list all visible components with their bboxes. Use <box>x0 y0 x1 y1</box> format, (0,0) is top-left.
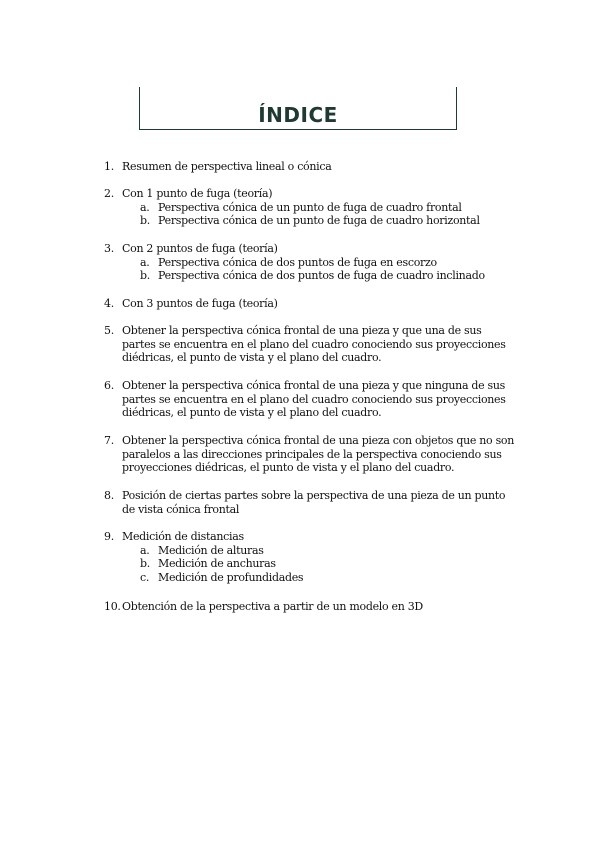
toc-entry-line: proyecciones diédricas, el punto de vista y el plano del cuadro. <box>122 461 455 475</box>
toc-subentry-label: b. <box>140 214 150 228</box>
toc-entry-number: 5. <box>104 324 114 337</box>
toc-subentry <box>0 214 600 228</box>
toc-entry-number: 7. <box>104 434 114 447</box>
toc-subentry-text: Medición de anchuras <box>158 557 276 571</box>
toc-entry-number: 10. <box>104 600 121 613</box>
toc-entry-line: Con 3 puntos de fuga (teoría) <box>122 297 278 310</box>
toc-entry-line: Con 2 puntos de fuga (teoría) <box>122 242 278 255</box>
toc-subentry-label: a. <box>140 255 150 269</box>
toc-entry-line: partes se encuentra en el plano del cuadro conociendo sus proyecciones <box>122 392 506 406</box>
toc-subentry <box>0 256 600 270</box>
toc-subentry-label: b. <box>140 269 150 283</box>
toc-entry-line: de vista cónica frontal <box>122 502 240 516</box>
toc-subentry-text: Medición de alturas <box>158 543 264 557</box>
toc-subentry <box>0 201 600 215</box>
toc-entry-text <box>122 489 517 516</box>
toc-entry-text <box>122 379 517 420</box>
toc-entry-text <box>122 600 517 614</box>
toc-entry-line: paralelos a las direcciones principales de la perspectiva conociendo sus <box>122 447 502 461</box>
toc-subentry-label: a. <box>140 543 150 557</box>
toc-subentry-text: Medición de profundidades <box>158 570 304 584</box>
toc-subentry-label: a. <box>140 200 150 214</box>
toc-entry-line: Obtención de la perspectiva a partir de un modelo en 3D <box>122 600 423 613</box>
toc-subentry-text: Perspectiva cónica de dos puntos de fuga en escorzo <box>158 255 437 269</box>
toc-subentry-text: Perspectiva cónica de dos puntos de fuga de cuadro inclinado <box>158 269 485 283</box>
toc-entry-text <box>122 297 517 311</box>
toc-subentry <box>0 557 600 571</box>
toc-entry-line: Obtener la perspectiva cónica frontal de una pieza y que ninguna de sus <box>122 379 506 392</box>
toc-subentry-text: Perspectiva cónica de un punto de fuga de cuadro frontal <box>158 200 462 214</box>
toc-subentry <box>0 571 600 585</box>
toc-subentry <box>0 544 600 558</box>
toc-entry-line: Obtener la perspectiva cónica frontal de una pieza con objetos que no son <box>122 434 515 447</box>
toc-entry-text <box>122 530 517 544</box>
toc-entry-text <box>122 187 517 201</box>
toc-entry-number: 6. <box>104 379 114 392</box>
toc-entry-number: 8. <box>104 489 114 502</box>
toc-entry-line: Con 1 punto de fuga (teoría) <box>122 187 273 200</box>
toc-entry-line: Posición de ciertas partes sobre la perspectiva de una pieza de un punto <box>122 489 506 502</box>
toc-entry-number: 3. <box>104 242 114 255</box>
toc-entry-line: diédricas, el punto de vista y el plano del cuadro. <box>122 406 382 420</box>
toc-entry-text <box>122 160 517 174</box>
toc-entry-text <box>122 324 517 365</box>
toc-entry-number: 9. <box>104 530 114 543</box>
toc-entry-number: 2. <box>104 187 114 200</box>
toc-entry-number: 1. <box>104 160 114 173</box>
toc-subentry-text: Perspectiva cónica de un punto de fuga de cuadro horizontal <box>158 214 480 228</box>
toc-entry-text <box>122 242 517 256</box>
toc-entry-number: 4. <box>104 297 114 310</box>
toc-subentry-label: c. <box>140 570 150 584</box>
toc-entry-line: diédricas, el punto de vista y el plano del cuadro. <box>122 351 382 365</box>
page-title: ÍNDICE <box>258 103 338 127</box>
toc-subentry <box>0 269 600 283</box>
toc-entry-line: partes se encuentra en el plano del cuadro conociendo sus proyecciones <box>122 337 506 351</box>
toc-subentry-label: b. <box>140 557 150 571</box>
toc-entry-line: Resumen de perspectiva lineal o cónica <box>122 160 332 173</box>
toc-entry-line: Medición de distancias <box>122 530 244 543</box>
toc-entry-line: Obtener la perspectiva cónica frontal de una pieza y que una de sus <box>122 324 482 337</box>
toc-entry-text <box>122 434 517 475</box>
title-box <box>139 87 457 130</box>
